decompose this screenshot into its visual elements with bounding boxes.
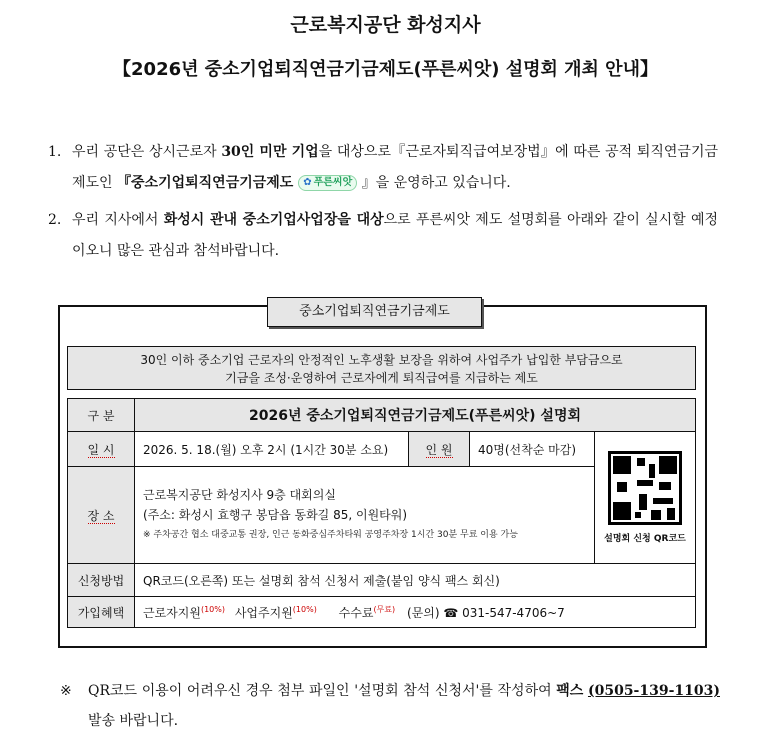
paragraph-text: 우리 공단은 상시근로자 30인 미만 기업을 대상으로『근로자퇴직급여보장법』에 따른 공적 퇴직연금기금제도인 『중소기업퇴직연금기금제도 ✿ 푸른씨앗 』을 운영하고 있습니다. bbox=[72, 144, 718, 191]
paragraph-number: 1. bbox=[48, 144, 62, 160]
date-label: 일 시 bbox=[68, 432, 135, 467]
people-label: 인 원 bbox=[409, 432, 470, 467]
header-title: 2026년 중소기업퇴직연금기금제도(푸른씨앗) 설명회 bbox=[135, 399, 696, 432]
header-label: 구 분 bbox=[68, 399, 135, 432]
benefit-label: 가입혜택 bbox=[68, 597, 135, 628]
people-value: 40명(선착순 마감) bbox=[470, 432, 595, 467]
place-label: 장 소 bbox=[68, 467, 135, 564]
fax-number: (0505-139-1103) bbox=[587, 683, 720, 699]
apply-label: 신청방법 bbox=[68, 564, 135, 597]
note-text: QR코드 이용이 어려우신 경우 첨부 파일인 '설명회 참석 신청서'를 작성하여 팩스 (0505-139-1103)발송 바랍니다. bbox=[88, 683, 720, 729]
table-row bbox=[68, 399, 696, 432]
page-title: 【2026년 중소기업퇴직연금기금제도(푸른씨앗) 설명회 개최 안내】 bbox=[113, 59, 658, 80]
place-value: 근로복지공단 화성지사 9층 대회의실 (주소: 화성시 효행구 봉담읍 동화길 85, 이원타워) ※ 주차공간 협소 대중교통 권장, 인근 동화중심주차타워 공영주차장 1시간 30분 무료 이용 가능 bbox=[135, 467, 595, 564]
paragraph-text: 우리 지사에서 화성시 관내 중소기업사업장을 대상으로 푸른씨앗 제도 설명회를 아래와 같이 실시할 예정이오니 많은 관심과 참석바랍니다. bbox=[72, 212, 719, 259]
note-mark: ※ bbox=[60, 683, 72, 699]
leaf-icon: ✿ bbox=[303, 177, 312, 188]
page-org-title: 근로복지공단 화성지사 bbox=[290, 14, 481, 36]
paragraph-2 bbox=[48, 205, 718, 267]
purun-ssiat-logo: ✿ 푸른씨앗 bbox=[298, 175, 357, 191]
fax-note bbox=[60, 676, 720, 736]
qr-code-icon[interactable] bbox=[608, 451, 682, 525]
benefit-value: 근로자지원$^{(10\%)}$ 사업주지원$^{(10\%)}$ 수수료$^{(무료)}$ (문의) ☎ 031-547-4706~7 bbox=[135, 597, 696, 628]
description-line: 기금을 조성·운영하여 근로자에게 퇴직급여를 지급하는 제도 bbox=[225, 371, 538, 385]
apply-value: QR코드(오른쪽) 또는 설명회 참석 신청서 제출(붙임 양식 팩스 회신) bbox=[135, 564, 696, 597]
qr-cell bbox=[595, 432, 696, 564]
description-line: 30인 이하 중소기업 근로자의 안정적인 노후생활 보장을 위하여 사업주가 납입한 부담금으로 bbox=[140, 353, 623, 367]
info-box-title: 중소기업퇴직연금기금제도 bbox=[267, 297, 482, 327]
table-row bbox=[68, 564, 696, 597]
date-value: 2026. 5. 18.(월) 오후 2시 (1시간 30분 소요) bbox=[135, 432, 409, 467]
qr-caption: 설명회 신청 QR코드 bbox=[604, 534, 686, 544]
paragraph-1 bbox=[48, 137, 718, 199]
contact-phone: (문의) ☎ 031-547-4706~7 bbox=[406, 605, 565, 620]
table-row bbox=[68, 597, 696, 628]
paragraph-number: 2. bbox=[48, 212, 62, 228]
table-row bbox=[68, 432, 696, 467]
system-description bbox=[67, 346, 696, 390]
seminar-info-table bbox=[67, 398, 696, 628]
